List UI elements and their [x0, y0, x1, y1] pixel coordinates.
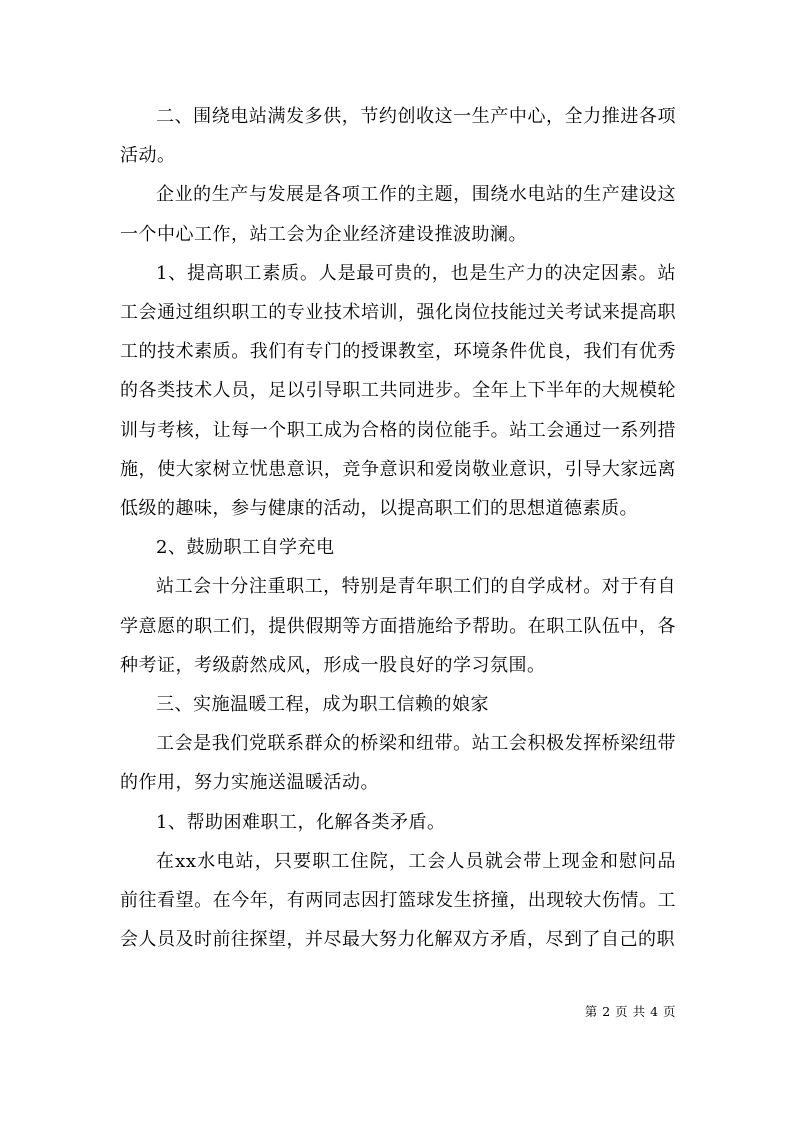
- paragraph-section-three-heading: 三、实施温暖工程，成为职工信赖的娘家: [156, 694, 489, 716]
- paragraph-union-bridge: 工会是我们党联系群众的桥梁和纽带。站工会积极发挥桥梁纽带的作用，努力实施送温暖活动。: [120, 733, 676, 794]
- paragraph-hospital-visits: 在xx水电站，只要职工住院，工会人员就会带上现金和慰问品前往看望。在今年，有两同志因打篮球发生挤撞，出现较大伤情。工会人员及时前往探望，并尽最大努力化解双方矛盾，尽到了自己的职: [120, 850, 676, 951]
- page-number-footer: 第 2 页 共 4 页: [584, 1004, 676, 1019]
- paragraph-production-center: 企业的生产与发展是各项工作的主题，围绕水电站的生产建设这一个中心工作，站工会为企业经济建设推波助澜。: [120, 184, 676, 245]
- paragraph-self-study: 站工会十分注重职工，特别是青年职工们的自学成材。对于有自学意愿的职工们，提供假期等方面措施给予帮助。在职工队伍中，各种考证，考级蔚然成风，形成一股良好的学习氛围。: [120, 576, 676, 676]
- paragraph-self-study-heading: 2、鼓励职工自学充电: [156, 537, 335, 559]
- document-body: [120, 97, 676, 959]
- paragraph-help-workers-heading: 1、帮助困难职工，化解各类矛盾。: [156, 811, 446, 833]
- paragraph-section-two-heading: 二、围绕电站满发多供，节约创收这一生产中心，全力推进各项活动。: [120, 106, 676, 167]
- paragraph-improve-quality: 1、提高职工素质。人是最可贵的，也是生产力的决定因素。站工会通过组织职工的专业技术培训，强化岗位技能过关考试来提高职工的技术素质。我们有专门的授课教室，环境条件优良，我们有优秀的各类技术人员，足以引导职工共同进步。全年上下半年的大规模轮训与考核，让每一个职工成为合格的岗位能手。站工会通过一系列措施，使大家树立忧患意识，竞争意识和爱岗敬业意识，引导大家远离低级的趣味，参与健康的活动，以提高职工们的思想道德素质。: [120, 262, 676, 520]
